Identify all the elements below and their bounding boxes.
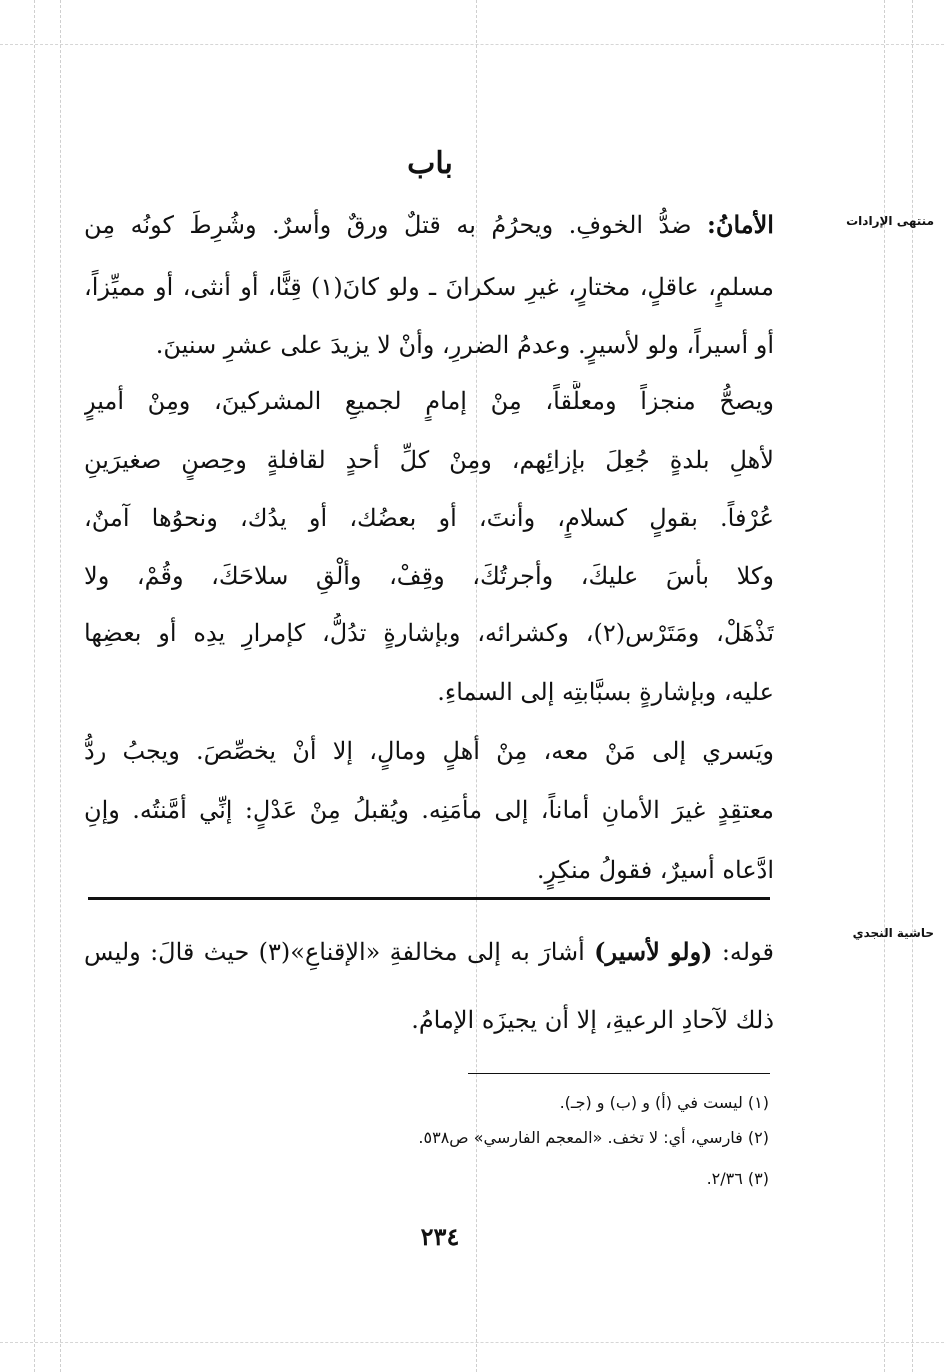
section-divider — [88, 897, 770, 900]
text-span: ضدُّ الخوفِ. ويحرُمُ به قتلٌ ورقٌ وأسرٌ. وشُرِطَ كونُه مِن — [84, 211, 692, 239]
margin-label-commentary: حاشية النجدي — [852, 926, 934, 940]
text-line: أو أسيراً، ولو لأسيرٍ. وعدمُ الضررِ، وأنْ لا يزيدَ على عشرِ سنينَ. — [155, 331, 774, 359]
footnote: (٣) ٢/٣٦. — [706, 1169, 769, 1188]
grid-line — [0, 44, 944, 45]
page-title: باب — [407, 146, 453, 181]
grid-line — [912, 0, 913, 1372]
text-line: وكلا بأسَ عليكَ، وأجرتُكَ، وقِفْ، وألْقِ سلاحَكَ، وقُمْ، ولا — [84, 562, 774, 590]
text-line: ويصحُّ منجزاً ومعلَّقاً، مِنْ إمامٍ لجميعِ المشركينَ، ومِنْ أميرٍ — [84, 387, 774, 415]
margin-label-main: منتهى الإرادات — [846, 214, 934, 228]
page-number: ٢٣٤ — [420, 1222, 460, 1251]
text-line — [84, 205, 774, 245]
text-span: قوله: — [721, 938, 774, 966]
footnote: (٢) فارسي، أي: لا تخف. «المعجم الفارسي» ص٥٣٨. — [418, 1128, 769, 1147]
text-line: معتقِدٍ غيرَ الأمانِ أماناً، إلى مأمَنِه. ويُقبلُ مِنْ عَدْلٍ: إنِّي أمَّنتُه. وإنِ — [84, 796, 774, 824]
text-line: عُرْفاً. بقولٍ كسلامٍ، وأنتَ، أو بعضُك، أو يدُك، ونحوُها آمنٌ، — [84, 504, 774, 532]
text-line: لأهلِ بلدةٍ جُعِلَ بإزائِهم، ومِنْ كلِّ أحدٍ لقافلةٍ وحِصنٍ صغيرَينِ — [84, 446, 774, 474]
grid-line — [0, 1342, 944, 1343]
text-line: ويَسري إلى مَنْ معه، مِنْ أهلٍ ومالٍ، إلا أنْ يخصِّصَ. ويجبُ ردُّ — [84, 737, 774, 765]
text-line: ادَّعاه أسيرٌ، فقولُ منكِرٍ. — [536, 856, 774, 884]
commentary-line: ذلك لآحادِ الرعيةِ، إلا أن يجيزَه الإمامُ. — [411, 1006, 774, 1034]
footnote: (١) ليست في (أ) و (ب) و (جـ). — [559, 1093, 769, 1112]
text-line: تَذْهَلْ، ومَتَرْس(٢)، وكشرائه، وبإشارةٍ تدُلُّ، كإمرارِ يدِه أو بعضِها — [84, 619, 774, 647]
grid-line — [60, 0, 61, 1372]
defined-term: الأمانُ: — [706, 210, 774, 239]
grid-line — [34, 0, 35, 1372]
text-line: مسلمٍ، عاقلٍ، مختارٍ، غيرِ سكرانَ ـ ولو كانَ(١) قِنًّا، أو أنثى، أو مميِّزاً، — [84, 273, 774, 301]
quoted-term: (ولو لأسير) — [594, 937, 713, 966]
commentary-line — [84, 932, 774, 972]
grid-line — [884, 0, 885, 1372]
footnote-rule — [468, 1073, 770, 1074]
text-span: أشارَ به إلى مخالفةِ «الإقناعِ»(٣) حيث قالَ: وليس — [84, 938, 585, 966]
text-line: عليه، وبإشارةٍ بسبَّابتِه إلى السماءِ. — [437, 678, 774, 706]
